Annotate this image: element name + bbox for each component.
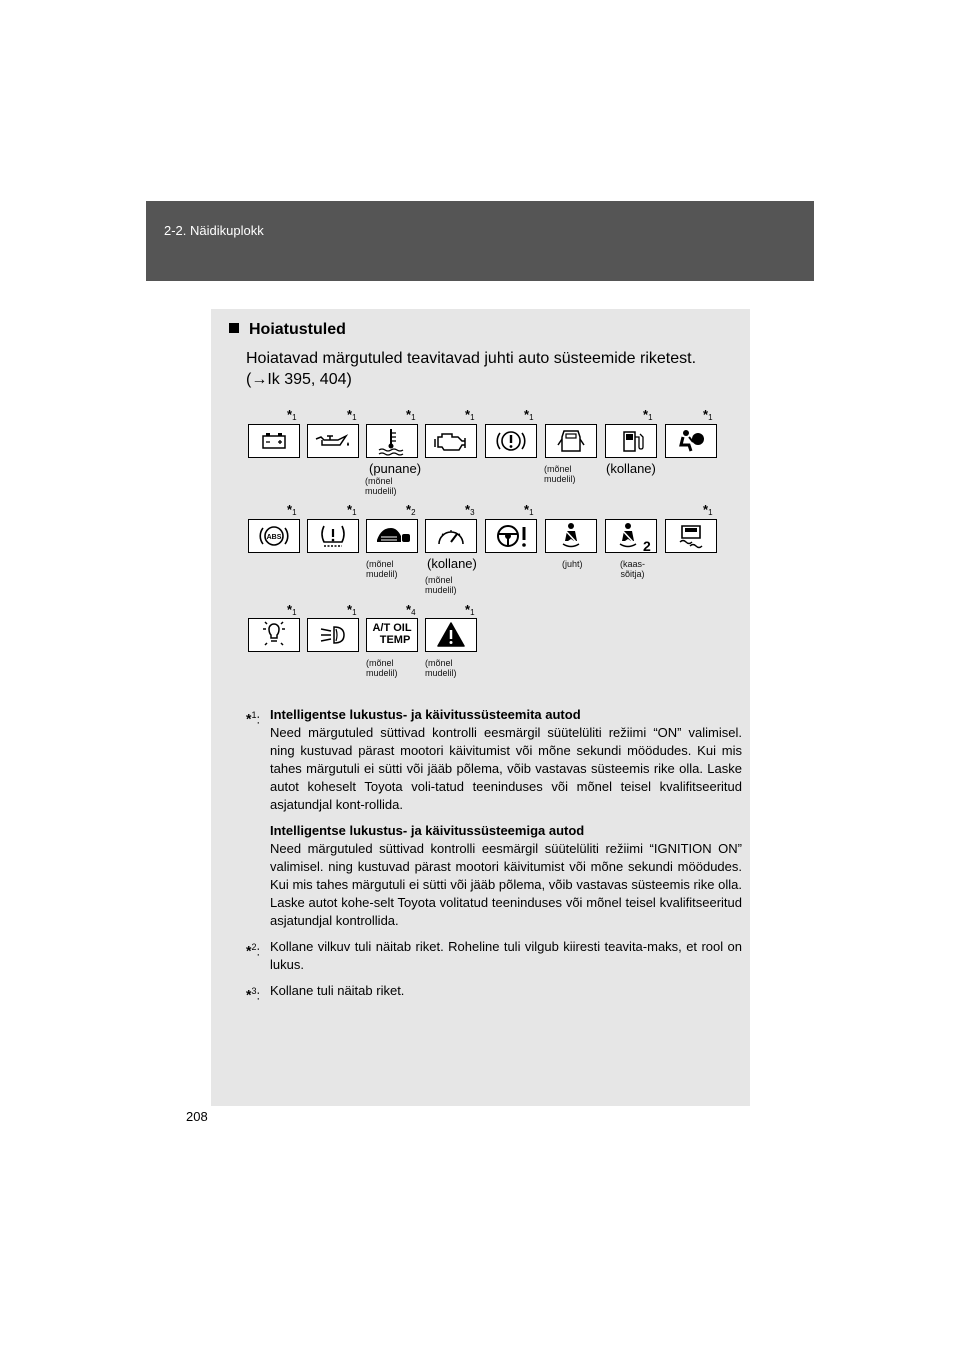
footnote-marker: $*_1$ [287,407,297,422]
caption-passenger: (kaas- sõitja) [620,559,646,579]
footnote-text: Kollane vilkuv tuli näitab riket. Roheline tuli vilgub kiiresti teavita-maks, et rool on lukus. [270,939,742,972]
footnote-marker: $*_3$ [465,502,475,517]
footnote-marker: $*_1$ [524,502,534,517]
tire-pressure-icon [307,519,359,553]
caption-some-models: (mõnel mudelil) [366,559,398,579]
section-header [146,201,814,281]
section-title: 2-2. Näidikuplokk [164,223,264,238]
svg-text:2: 2 [643,538,651,552]
svg-text:ABS: ABS [266,534,282,541]
master-warning-icon [425,618,477,652]
footnote-marker: $*_1$ [465,407,475,422]
footnote-title: Intelligentse lukustus- ja käivitussüsteemita autod [270,707,581,722]
page-reference: (→Ik 395, 404) [246,371,352,388]
page-number: 208 [186,1109,208,1124]
footnote-text: Kollane tuli näitab riket. [270,983,405,998]
caption-some-models: (mõnel mudelil) [365,476,397,496]
brake-system-icon [485,424,537,458]
driver-seatbelt-icon [545,519,597,553]
intro-text: Hoiatavad märgutuled teavitavad juhti auto süsteemide riketest. [246,350,697,367]
caption-yellow: (kollane) [427,556,477,571]
abs-icon [248,519,300,553]
coolant-temperature-icon [366,424,418,458]
footnotes [246,706,742,1008]
footnote-marker: $*_2$ [406,502,416,517]
low-fuel-icon [605,424,657,458]
footnote-marker: $*_1$ [347,502,357,517]
at-oil-label: A/T OIL [372,622,412,634]
smart-key-icon [366,519,418,553]
battery-icon [248,424,300,458]
footnote-marker: $*_1$ [347,602,357,617]
power-steering-icon [485,519,537,553]
footnote-title: Intelligentse lukustus- ja käivitussüsteemiga autod [270,823,585,838]
footnote-marker: $*_1$ [524,407,534,422]
caption-some-models: (mõnel mudelil) [425,575,457,595]
door-open-icon [545,424,597,458]
caption-some-models: (mõnel mudelil) [366,658,398,678]
caption-some-models: (mõnel mudelil) [544,464,576,484]
footnote-marker: $*_1$ [347,407,357,422]
footnote-marker: $*_1$ [643,407,653,422]
footnote-text: Need märgutuled süttivad kontrolli eesmärgil süütelüliti režiimi “IGNITION ON” valimisel. ning kustuvad pärast mootori käivitumist või mõne sekundi möödudes. Kui mis tahes märgutuli ei sütti või jääb põlema, võib vastavas süsteemis rike olla. Laske autot kohe-selt Toyota volitatud teeninduses või mõnel teisel kvalifitseeritud asjatundjal kontrollida. [270,841,742,928]
footnote-2: *$^2$: Kollane vilkuv tuli näitab riket. Roheline tuli vilgub kiiresti teavita-maks, et rool on lukus. [246,939,742,972]
front-fog-light-icon [307,618,359,652]
caption-yellow: (kollane) [606,461,656,476]
footnote-marker: $*_1$ [406,407,416,422]
footnote-marker: $*_1$ [703,502,713,517]
srs-airbag-icon [665,424,717,458]
footnote-marker: $*_1$ [465,602,475,617]
bullet-square-icon [229,323,239,333]
oil-pressure-icon [307,424,359,458]
temp-label: TEMP [379,634,411,646]
footnote-marker: $*_1$ [703,407,713,422]
caption-driver: (juht) [562,559,583,569]
cruise-control-icon [425,519,477,553]
footnote-marker: $*_1$ [287,502,297,517]
footnote-marker: $*_4$ [406,602,416,617]
lighting-system-icon [248,618,300,652]
passenger-seatbelt-icon [605,519,657,553]
footnote-3: *$^3$: Kollane tuli näitab riket. [246,982,742,1000]
footnote-1: *$^1$: Intelligentse lukustus- ja käivitussüsteemita autod Need märgutuled süttivad kontrolli eesmärgil süütelüliti režiimi “ON” valimisel. ning kustuvad pärast mootori käivitumist või mõne sekundi möödudes. Kui mis tahes märgutuli ei sütti või jääb põlema, võib vastavas süsteemis rike olla. Laske autot koheselt Toyota voli-tatud teeninduses või mõnel teisel kvalifitseeritud asjatundjal kont-rollida. Intelligentse lukustus- ja käivitussüsteemiga autod Need märgutuled süttivad kontrolli eesmärgil süütelüliti režiimi “IGNITION ON” valimisel. ning kustuvad pärast mootori käivitumist või mõne sekundi möödudes. Kui mis tahes märgutuli ei sütti või jääb põlema, võib vastavas süsteemis rike olla. Laske autot kohe-selt Toyota volitatud teeninduses või mõnel teisel kvalifitseeritud asjatundjal kontrollida. [246,707,742,928]
footnote-marker: $*_1$ [287,602,297,617]
check-engine-icon [425,424,477,458]
warning-lights-heading [229,321,346,339]
at-oil-temp-icon [366,618,418,652]
caption-some-models: (mõnel mudelil) [425,658,457,678]
heading-text: Hoiatustuled [249,321,346,338]
slip-indicator-icon [665,519,717,553]
footnote-text: Need märgutuled süttivad kontrolli eesmärgil süütelüliti režiimi “ON” valimisel. ning kustuvad pärast mootori käivitumist või mõne sekundi möödudes. Kui mis tahes märgutuli ei sütti või jääb põlema, võib vastavas süsteemis rike olla. Laske autot koheselt Toyota voli-tatud teeninduses või mõnel teisel kvalifitseeritud asjatundjal kont-rollida. [270,725,742,812]
caption-red: (punane) [369,461,422,476]
